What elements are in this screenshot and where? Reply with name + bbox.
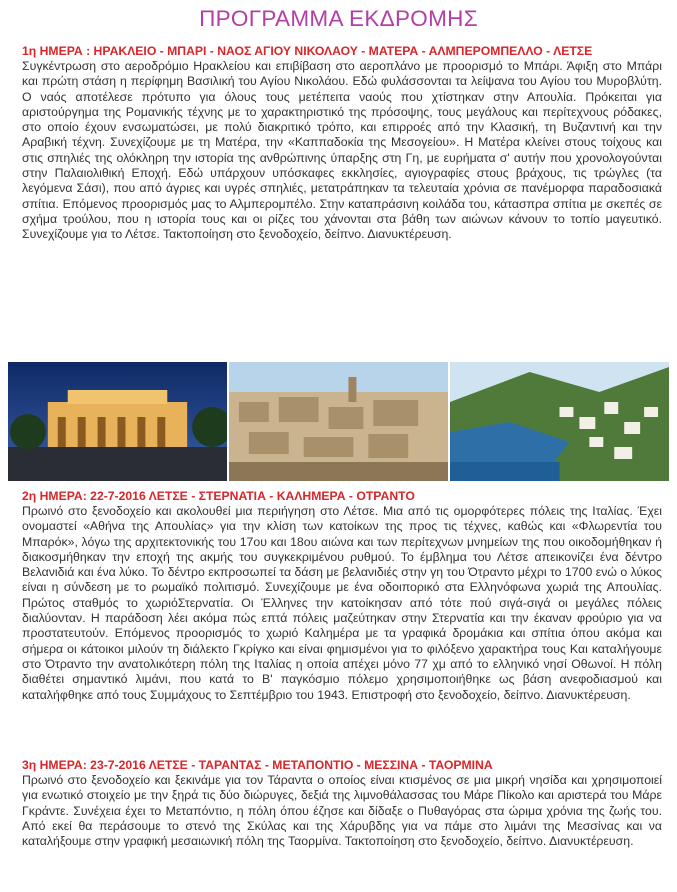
day3-section bbox=[22, 758, 662, 849]
photo-strip bbox=[8, 362, 669, 481]
photo-palace-night bbox=[8, 362, 227, 481]
day2-text: Πρωινό στο ξενοδοχείο και ακολουθεί μια περιήγηση στο Λέτσε. Μια από τις ομορφότερες πόλεις της Ιταλίας. Έχει ονομαστεί «Αθήνα της Απουλίας» για την κλίση των κατοίκων της προς τις τέχνες, καθώς και «Φλωρεντία του Μπαρόκ», λόγω της αρχιτεκτονικής του 17ου και 18ου αιώνα και των περίτεχνων μνημείων της που οικοδομήθηκαν ή διακοσμήθηκαν την εποχή της ακμής του συγκεκριμένου ρυθμού. Το έμβλημα του Λέτσε απεικονίζει ένα δέντρο Βελανιδιά και ένα λύκο. Το δέντρο εκπροσωπεί τα δάση με βελανιδιές στην γη του Ότραντο μέχρι το 1700 ενώ ο λύκος είναι η σύνδεση με το ρωμαϊκό πολιτισμό. Συνεχίζουμε με ένα οδοιπορικό στα Ελληνόφωνα χωριά της Απουλίας. Πρώτος σταθμός το χωριόΣτερνατία. Οι Έλληνες την κατοίκησαν από τότε πού σιγά-σιγά οι μεγάλες πόλεις διαλύονταν. Η παράδοση λέει ακόμα πώς επτά πόλεις μαζεύτηκαν στην Στερνατία και την έκαναν φρούριο για να προστατευτούν. Επόμενος προορισμός το χωριό Καλημέρα με τα γραφικά δρομάκια και σπίτια όπου ακόμα και σήμερα οι κάτοικοι μιλούν τη διάλεκτο Γκρίγκο και είναι φημισμένοι για το φιλόξενο χαρακτήρα τους Και καταλήγουμε στο Ότραντο την ανατολικότερη πόλη της Ιταλίας η οποία απέχει μόνο 77 χμ από το ελληνικό νησί Οθωνοί. Η πόλη διαθέτει σημαντικό λιμάνι, που κατά το Β' παγκόσμιο πόλεμο χρησιμοποιήθηκε ως βάση ανεφοδιασμού και καταλήφθηκε από τους Συμμάχους το Σεπτέμβριο του 1943. Επιστροφή στο ξενοδοχείο, δείπνο. Διανυκτέρευση. bbox=[22, 504, 662, 702]
page-title: ΠΡΟΓΡΑΜΜΑ ΕΚΔΡΟΜΗΣ bbox=[199, 6, 478, 31]
day3-heading: 3η ΗΜΕΡΑ: 23-7-2016 ΛΕΤΣΕ - ΤΑΡΑΝΤΑΣ - ΜΕΤΑΠΟΝΤΙΟ - ΜΕΣΣΙΝΑ - ΤΑΟΡΜΙΝΑ bbox=[22, 758, 493, 772]
day1-heading: 1η ΗΜΕΡΑ : ΗΡΑΚΛΕΙΟ - ΜΠΑΡΙ - ΝΑΟΣ ΑΓΙΟΥ ΝΙΚΟΛΑΟΥ - ΜΑΤΕΡΑ - ΑΛΜΠΕΡΟΜΠΕΛΛΟ - ΛΕΤΣΕ bbox=[22, 44, 593, 58]
day2-heading: 2η ΗΜΕΡΑ: 22-7-2016 ΛΕΤΣΕ - ΣΤΕΡΝΑΤΙΑ - ΚΑΛΗΜΕΡΑ - ΟΤΡΑΝΤΟ bbox=[22, 489, 415, 503]
day1-section bbox=[22, 44, 662, 243]
photo-coastal-town bbox=[450, 362, 669, 481]
day2-section bbox=[22, 489, 662, 703]
photo-matera-town bbox=[229, 362, 448, 481]
day1-text: Συγκέντρωση στο αεροδρόμιο Ηρακλείου και επιβίβαση στο αεροπλάνο με προορισμό το Μπάρι. Άφιξη στο Μπάρι και πρώτη στάση η περίφημη Βασιλική του Αγίου Νικολάου. Εδώ φυλάσσονται τα λείψανα του Αγίου του Μυροβλύτη. Ο ναός αποτέλεσε πρότυπο για όλους τους μετέπειτα ναούς που χτίστηκαν στην Απουλία. Πρόκειται για αριστούργημα της Ρομανικής τέχνης με το χαρακτηριστικό της πρόσοψης, τους μεγάλους και περίτεχνους ρόδακες, στο οποίο έχουν ενσωματώσει, με πολύ διακριτικό τρόπο, και επιρροές από την Κλασική, τη Βυζαντινή και την Αραβική τέχνη. Συνεχίζουμε με τη Ματέρα, την «Καππαδοκία της Μεσογείου». Η Ματέρα κλείνει στους τοίχους και στις σπηλιές της ολόκληρη την ιστορία της ανθρώπινης ύπαρξης στη Γη, με ευρήματα σ' αυτήν που χρονολογούνται στην Παλαιολιθική Εποχή. Εδώ υπάρχουν υπόσκαφες εκκλησίες, αγιογραφίες στους βράχους, τις τρώγλες (τα λεγόμενα Σάσι), που από άγριες και υγρές σπηλιές, μετατράπηκαν τα τελευταία χρόνια σε πανέμορφα παραδοσιακά σπίτια. Επόμενος προορισμός μας το Αλμπερομπέλο. Στην καταπράσινη κοιλάδα του, κάτασπρα σπίτια με σκεπές σε σχήμα τρούλου, που η ιστορία τους και οι ρίζες του χάνονται στα βάθη των αιώνων κάνουν το τοπίο μαγευτικό. Συνεχίζουμε για το Λέτσε. Τακτοποίηση στο ξενοδοχείο, δείπνο. Διανυκτέρευση. bbox=[22, 59, 662, 242]
day3-text: Πρωινό στο ξενοδοχείο και ξεκινάμε για τον Τάραντα ο οποίος είναι κτισμένος σε μια μικρή νησίδα και χρησιμοποιεί για ενωτικό στοιχείο με την ξηρά τις δύο διώρυγες, δεξιά της λιμνοθάλασσας του Μάρε Πίκολο και αριστερά του Μάρε Γκράντε. Συνέχεια έχει το Μεταπόντιο, η πόλη όπου έζησε και δίδαξε ο Πυθαγόρας στα ώριμα χρόνια της ζωής του. Από εκεί θα περάσουμε το στενό της Σκύλας και της Χάρυβδης για να πάμε στο λιμάνι της Μεσσίνας και να καταλήξουμε στην γραφική μεσαιωνική πόλη της Ταορμίνα. Τακτοποίηση στο ξενοδοχείο, δείπνο. Διανυκτέρευση. bbox=[22, 773, 662, 849]
